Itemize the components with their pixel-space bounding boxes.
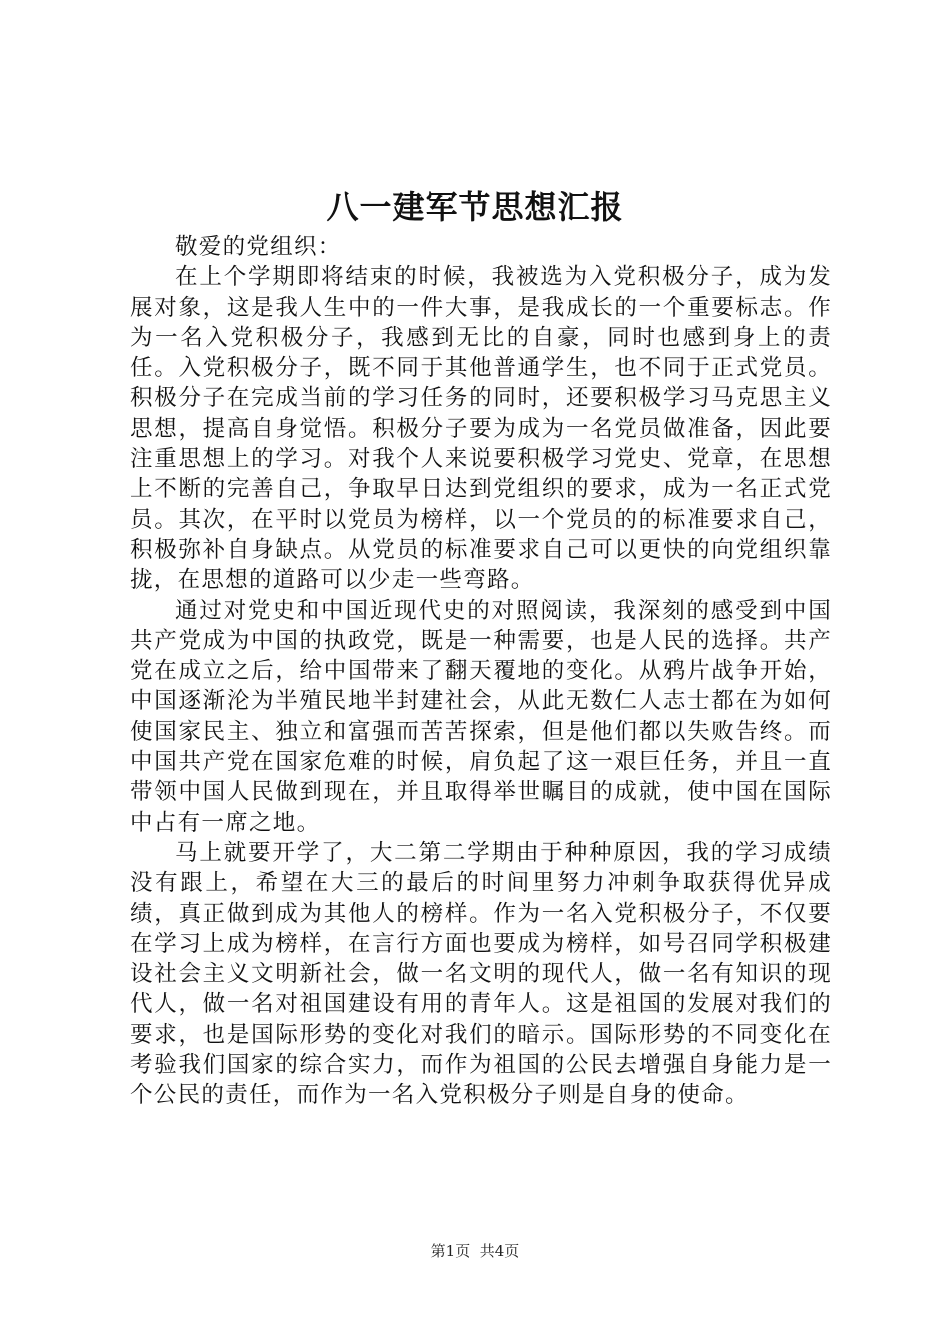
page-footer bbox=[0, 1240, 950, 1262]
page-number: 第1页 bbox=[430, 1242, 471, 1260]
paragraph-1: 在上个学期即将结束的时候，我被选为入党积极分子，成为发展对象，这是我人生中的一件大事，是我成长的一个重要标志。作为一名入党积极分子，我感到无比的自豪，同时也感到身上的责任。入党积极分子，既不同于其他普通学生，也不同于正式党员。积极分子在完成当前的学习任务的同时，还要积极学习马克思主义思想，提高自身觉悟。积极分子要为成为一名党员做准备，因此要注重思想上的学习。对我个人来说要积极学习党史、党章，在思想上不断的完善自己，争取早日达到党组织的要求，成为一名正式党员。其次，在平时以党员为榜样，以一个党员的的标准要求自己，积极弥补自身缺点。从党员的标准要求自己可以更快的向党组织靠拢，在思想的道路可以少走一些弯路。 bbox=[130, 264, 832, 594]
page-total: 共4页 bbox=[479, 1242, 520, 1260]
salutation: 敬爱的党组织： bbox=[175, 234, 342, 260]
paragraph-3: 马上就要开学了，大二第二学期由于种种原因，我的学习成绩没有跟上，希望在大三的最后的时间里努力冲刺争取获得优异成绩，真正做到成为其他人的榜样。作为一名入党积极分子，不仅要在学习上成为榜样，在言行方面也要成为榜样，如号召同学积极建设社会主义文明新社会，做一名文明的现代人，做一名有知识的现代人，做一名对祖国建设有用的青年人。这是祖国的发展对我们的要求，也是国际形势的变化对我们的暗示。国际形势的不同变化在考验我们国家的综合实力，而作为祖国的公民去增强自身能力是一个公民的责任，而作为一名入党积极分子则是自身的使命。 bbox=[130, 839, 832, 1109]
document-body bbox=[130, 232, 832, 1111]
footer-spacer bbox=[470, 1242, 480, 1260]
document-title: 八一建军节思想汇报 bbox=[326, 188, 624, 226]
paragraph-2: 通过对党史和中国近现代史的对照阅读，我深刻的感受到中国共产党成为中国的执政党，既是一种需要，也是人民的选择。共产党在成立之后，给中国带来了翻天覆地的变化。从鸦片战争开始，中国逐渐沦为半殖民地半封建社会，从此无数仁人志士都在为如何使国家民主、独立和富强而苦苦探索，但是他们都以失败告终。而中国共产党在国家危难的时候，肩负起了这一艰巨任务，并且一直带领中国人民做到现在，并且取得举世瞩目的成就，使中国在国际中占有一席之地。 bbox=[130, 597, 832, 836]
